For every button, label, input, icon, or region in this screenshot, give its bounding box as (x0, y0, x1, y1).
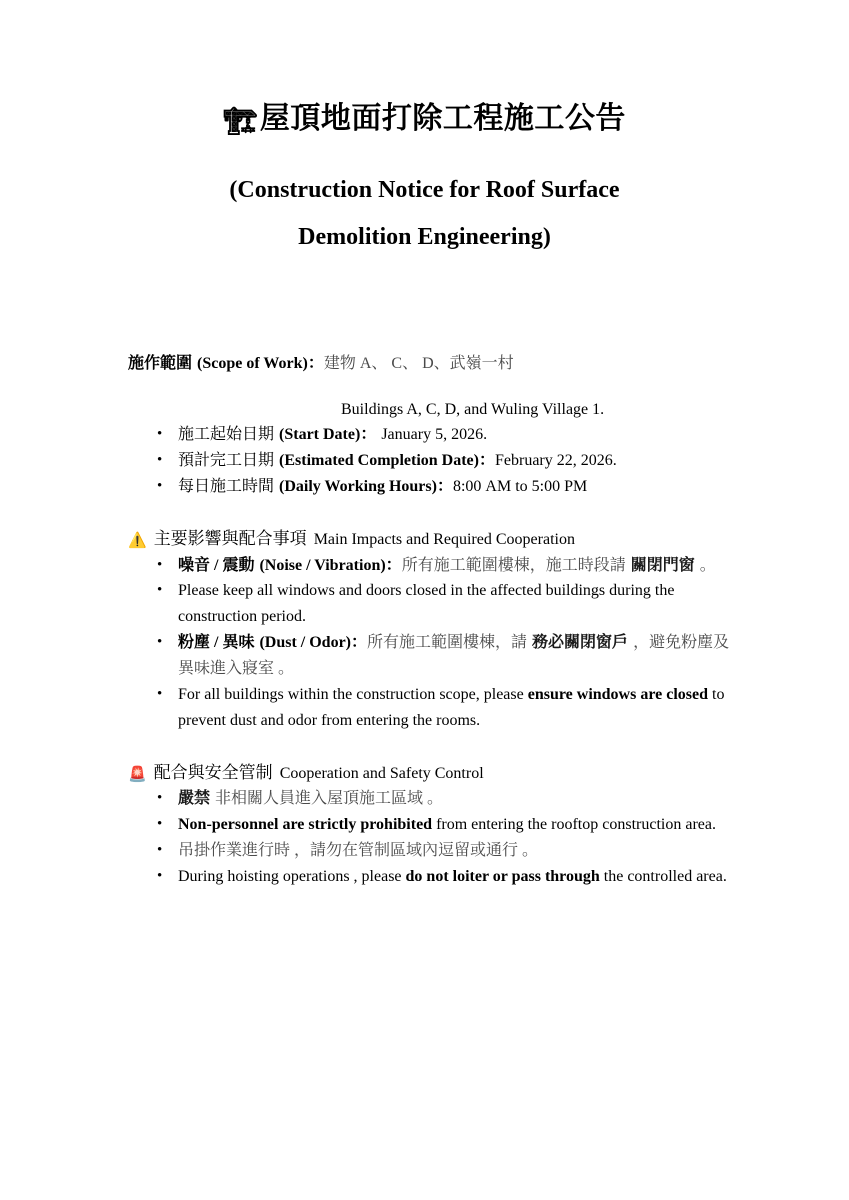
completion-date-label-english: (Estimated Completion Date) (279, 452, 479, 470)
dust-label-chinese: 粉塵 / 異味 (178, 634, 255, 652)
noise-text-english: Please keep all windows and doors closed in the affected buildings during the construction period. (178, 582, 675, 626)
dust-text: 所有施工範圍樓棟，請 (367, 634, 528, 652)
hoisting-text-english-post: the controlled area. (599, 868, 727, 886)
list-item (128, 812, 731, 838)
hoisting-text-english-emphasis: do not loiter or pass through (405, 868, 600, 886)
scope-label-english: (Scope of Work) (197, 355, 308, 373)
page-title-english-line2: Demolition Engineering) (298, 223, 551, 250)
scope-label-chinese: 施作範圍 (128, 355, 193, 373)
prohibition-emphasis-english: Non-personnel are strictly prohibited (178, 816, 433, 834)
dust-text-english-emphasis: ensure windows are closed (527, 686, 709, 704)
working-hours-label-english: (Daily Working Hours) (279, 478, 437, 496)
page-title-english-line1: (Construction Notice for Roof Surface (229, 176, 620, 203)
prohibition-emphasis-chinese: 嚴禁 (178, 790, 211, 808)
safety-control-list (128, 786, 731, 890)
safety-heading-chinese: 配合與安全管制 (153, 762, 273, 782)
list-item (128, 422, 731, 448)
rotating-light-icon: 🚨 (128, 766, 147, 783)
completion-date-label-chinese: 預計完工日期 (178, 452, 275, 470)
hoisting-text-chinese: 吊掛作業進行時 ，請勿在管制區域內逗留或通行 。 (178, 842, 539, 860)
list-item (128, 630, 731, 682)
completion-date-value: February 22, 2026. (495, 452, 617, 470)
working-hours-label-chinese: 每日施工時間 (178, 478, 275, 496)
scope-of-work-line (128, 352, 731, 376)
noise-text-emphasis: 關閉門窗 (630, 556, 695, 574)
building-construction-icon: 🏗 (223, 106, 258, 136)
noise-label-chinese: 噪音 / 震動 (178, 556, 255, 574)
start-date-label-chinese: 施工起始日期 (178, 426, 275, 444)
list-item (128, 553, 731, 579)
noise-text: 所有施工範圍樓棟，施工時段請 (401, 556, 626, 574)
list-item (128, 682, 731, 734)
scope-value-english: Buildings A, C, D, and Wuling Village 1. (341, 401, 605, 419)
dust-colon: ： (351, 634, 368, 652)
section-heading-safety-control (128, 760, 731, 787)
list-item (128, 786, 731, 812)
start-date-value: January 5, 2026. (381, 426, 488, 444)
dust-text-end: ，避免粉塵及異味進入寢室 。 (178, 634, 730, 678)
main-impacts-list (128, 553, 731, 734)
dust-text-english-pre: For all buildings within the construction scope, please (178, 686, 528, 704)
page-title-chinese-text: 屋頂地面打除工程施工公告 (259, 102, 626, 135)
page-title-english (0, 167, 849, 261)
list-item (128, 474, 731, 500)
dust-text-english-post: to prevent dust and odor from entering the rooms. (178, 686, 725, 729)
main-impacts-heading-chinese: 主要影響與配合事項 (153, 529, 307, 549)
list-item (128, 864, 731, 890)
working-hours-value: 8:00 AM to 5:00 PM (452, 478, 588, 496)
page-title-chinese (0, 100, 849, 139)
section-heading-main-impacts (128, 526, 731, 553)
start-date-colon: ： (360, 426, 377, 444)
schedule-list (128, 422, 731, 500)
scope-colon: ： (307, 355, 324, 373)
list-item (128, 448, 731, 474)
list-item (128, 838, 731, 864)
noise-colon: ： (385, 556, 402, 574)
completion-date-colon: ： (478, 452, 495, 470)
warning-icon: ⚠️ (128, 533, 147, 550)
dust-label-english: (Dust / Odor) (259, 634, 352, 652)
list-item (128, 578, 731, 630)
notice-body (0, 352, 849, 890)
main-impacts-heading-english: Main Impacts and Required Cooperation (313, 531, 575, 549)
hoisting-text-english-pre: During hoisting operations , please (178, 868, 406, 886)
prohibition-text-english: from entering the rooftop construction area. (432, 816, 716, 834)
noise-label-english: (Noise / Vibration) (259, 556, 386, 574)
document-header (0, 0, 849, 260)
prohibition-text-chinese: 非相關人員進入屋頂施工區域 。 (215, 790, 444, 808)
working-hours-colon: ： (436, 478, 453, 496)
scope-value-chinese: 建物 A、 C、 D、武嶺一村 (323, 355, 514, 373)
start-date-label-english: (Start Date) (279, 426, 361, 444)
noise-text-end: 。 (699, 556, 716, 574)
dust-text-emphasis: 務必關閉窗戶 (532, 634, 629, 652)
safety-heading-english: Cooperation and Safety Control (279, 764, 484, 782)
